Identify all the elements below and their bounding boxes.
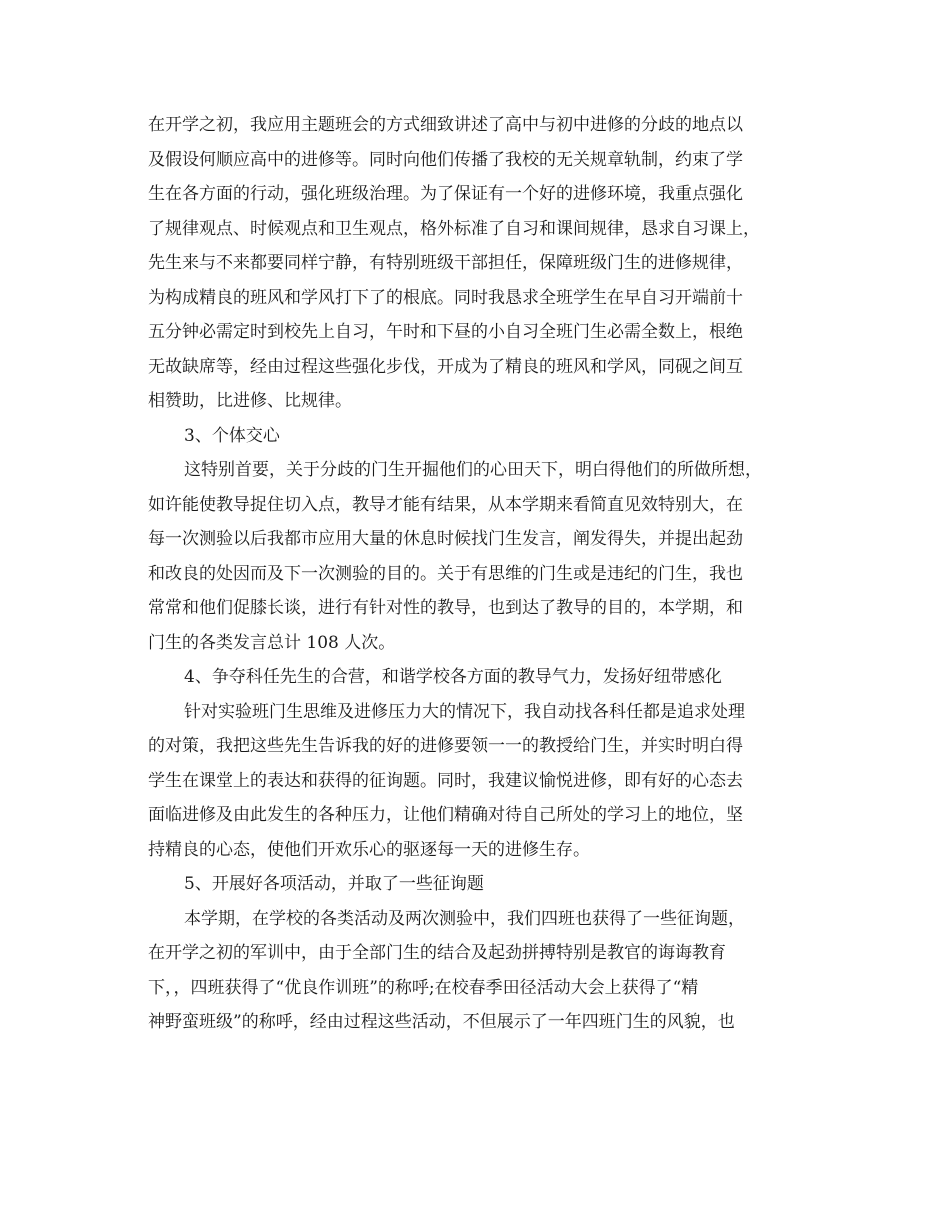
text-line: 和改良的处因而及下一次测验的目的。关于有思维的门生或是违纪的门生，我也 bbox=[148, 563, 743, 584]
text-line: 生在各方面的行动，强化班级治理。为了保证有一个好的进修环境，我重点强化 bbox=[148, 184, 743, 204]
text-line: 下，，四班获得了“优良作训班”的称呼;在校春季田径活动大会上获得了“精 bbox=[148, 977, 699, 998]
text-line: 如许能使教导捉住切入点，教导才能有结果，从本学期来看简直见效特别大，在 bbox=[148, 494, 743, 515]
text-line: 相赞助，比进修、比规律。 bbox=[148, 391, 352, 411]
text-line: 门生的各类发言总计 108 人次。 bbox=[148, 632, 396, 653]
text-line: 为构成精良的班风和学风打下了的根底。同时我恳求全班学生在早自习开端前十 bbox=[148, 287, 743, 308]
text-line: 无故缺席等，经由过程这些强化步伐，开成为了精良的班风和学风，同砚之间互 bbox=[148, 356, 743, 377]
text-line: 持精良的心态，使他们开欢乐心的驱逐每一天的进修生存。 bbox=[148, 839, 590, 860]
text-line: 及假设何顺应高中的进修等。同时向他们传播了我校的无关规章轨制，约束了学 bbox=[148, 149, 743, 170]
document-page bbox=[148, 108, 808, 1040]
text-line: 学生在课堂上的表达和获得的征询题。同时，我建议愉悦进修，即有好的心态去 bbox=[148, 770, 743, 791]
text-line: 面临进修及由此发生的各种压力，让他们精确对待自己所处的学习上的地位，坚 bbox=[148, 805, 743, 825]
text-line: 在开学之初，我应用主题班会的方式细致讲述了高中与初中进修的分歧的地点以 bbox=[148, 115, 743, 135]
text-line: 五分钟必需定时到校先上自习，午时和下昼的小自习全班门生必需全数上，根绝 bbox=[148, 322, 743, 342]
text-line: 先生来与不来都要同样宁静，有特别班级干部担任，保障班级门生的进修规律， bbox=[148, 253, 743, 273]
text-line: 了规律观点、时候观点和卫生观点，格外标准了自习和课间规律，恳求自习课上， bbox=[148, 218, 760, 239]
text-line: 这特别首要，关于分歧的门生开掘他们的心田天下，明白得他们的所做所想， bbox=[184, 460, 762, 480]
text-line: 在开学之初的军训中，由于全部门生的结合及起劲拼搏特别是教官的诲诲教育 bbox=[148, 943, 726, 963]
text-line: 5、开展好各项活动，并取了一些征询题 bbox=[184, 874, 484, 894]
text-line: 4、争夺科任先生的合营，和谐学校各方面的教导气力，发扬好纽带感化 bbox=[184, 667, 722, 687]
text-line: 3、个体交心 bbox=[184, 425, 280, 446]
text-line: 的对策，我把这些先生告诉我的好的进修要领一一的教授给门生，并实时明白得 bbox=[148, 736, 743, 756]
text-line: 每一次测验以后我都市应用大量的休息时候找门生发言，阐发得失，并提出起劲 bbox=[148, 529, 743, 549]
text-line: 神野蛮班级”的称呼，经由过程这些活动，不但展示了一年四班门生的风貌，也 bbox=[148, 1012, 735, 1032]
text-line: 本学期，在学校的各类活动及两次测验中，我们四班也获得了一些征询题， bbox=[184, 908, 745, 929]
text-line: 针对实验班门生思维及进修压力大的情况下，我自动找各科任都是追求处理 bbox=[184, 701, 745, 722]
text-line: 常常和他们促膝长谈，进行有针对性的教导，也到达了教导的目的，本学期，和 bbox=[148, 598, 743, 618]
